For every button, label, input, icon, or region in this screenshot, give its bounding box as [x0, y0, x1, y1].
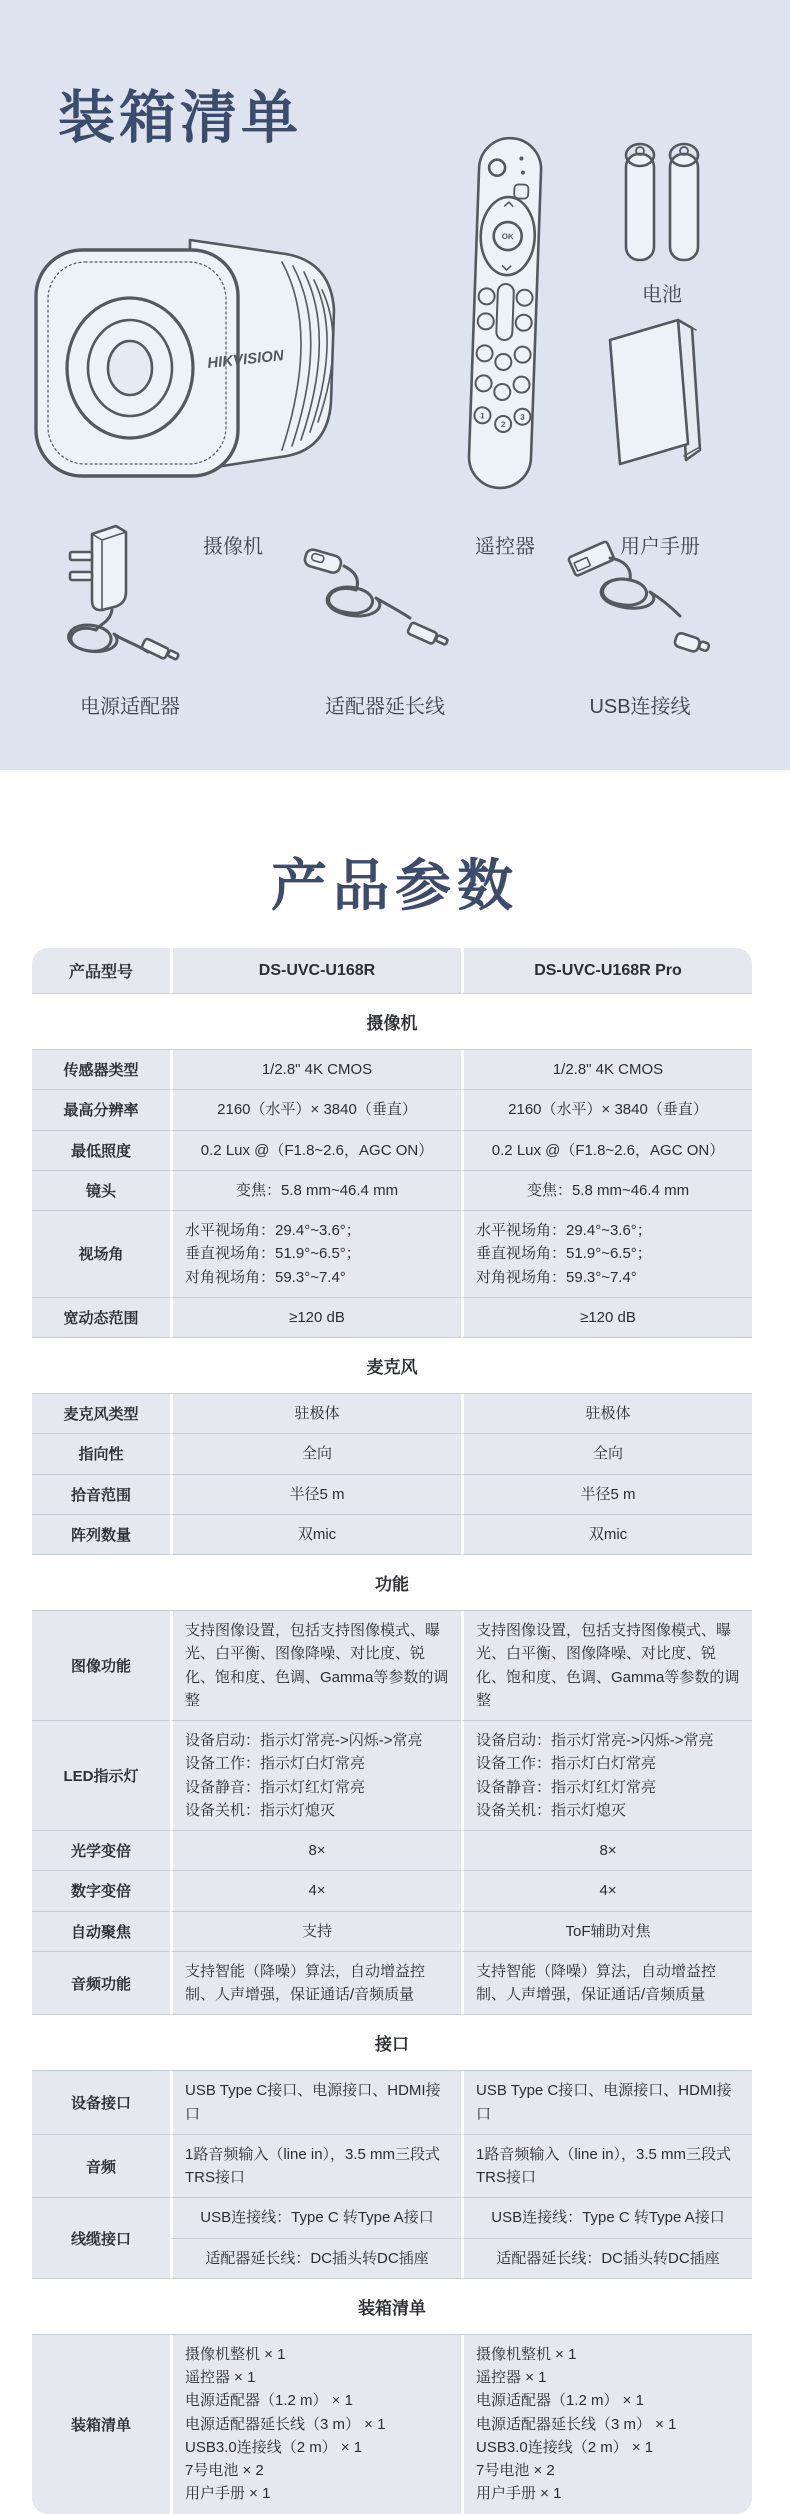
param-value: 支持智能（降噪）算法，自动增益控制、人声增强，保证通话/音频质量 — [170, 1952, 461, 2016]
adapter-illustration — [58, 520, 198, 670]
param-row — [32, 1131, 752, 1171]
remote-illustration — [446, 130, 563, 497]
param-value: 0.2 Lux @（F1.8~2.6，AGC ON） — [461, 1131, 752, 1171]
param-value: ≥120 dB — [461, 1298, 752, 1338]
section-title: 装箱清单 — [32, 2279, 752, 2335]
param-value: USB连接线：Type C 转Type A接口 — [170, 2198, 461, 2238]
param-row — [32, 2335, 752, 2514]
header-model-u168r: DS-UVC-U168R — [170, 948, 461, 994]
param-row — [32, 1211, 752, 1298]
param-label: 指向性 — [32, 1434, 170, 1474]
param-value: 1/2.8" 4K CMOS — [170, 1050, 461, 1090]
param-value: 驻极体 — [461, 1394, 752, 1434]
packing-list-title: 装箱清单 — [58, 86, 302, 150]
param-row — [32, 1912, 752, 1952]
param-value: 4× — [461, 1871, 752, 1911]
param-value: 设备启动：指示灯常亮->闪烁->常亮 设备工作：指示灯白灯常亮 设备静音：指示灯红灯常亮 设备关机：指示灯熄灭 — [170, 1721, 461, 1831]
param-row — [32, 1475, 752, 1515]
param-row — [32, 1050, 752, 1090]
param-value: 适配器延长线：DC插头转DC插座 — [461, 2239, 752, 2279]
battery-label: 电池 — [642, 284, 682, 306]
param-row — [32, 1090, 752, 1130]
param-value: 摄像机整机 × 1 遥控器 × 1 电源适配器（1.2 m） × 1 电源适配器延长线（3 m） × 1 USB3.0连接线（2 m） × 1 7号电池 × 2 用户手册 × 1 — [170, 2335, 461, 2514]
section-title: 摄像机 — [32, 994, 752, 1050]
remote-digit-1: 1 — [480, 411, 485, 421]
param-value: 适配器延长线：DC插头转DC插座 — [170, 2239, 461, 2279]
param-label: 图像功能 — [32, 1611, 170, 1721]
param-value: 半径5 m — [461, 1475, 752, 1515]
param-value: 1/2.8" 4K CMOS — [461, 1050, 752, 1090]
usb-cable-label: USB连接线 — [589, 696, 691, 718]
extension-cable-label: 适配器延长线 — [325, 696, 445, 718]
param-value: 双mic — [170, 1515, 461, 1555]
power-adapter-icon — [58, 520, 198, 670]
param-value: 设备启动：指示灯常亮->闪烁->常亮 设备工作：指示灯白灯常亮 设备静音：指示灯红灯常亮 设备关机：指示灯熄灭 — [461, 1721, 752, 1831]
remote-icon — [446, 130, 563, 497]
param-label: 最低照度 — [32, 1131, 170, 1171]
usb-cable-illustration — [562, 532, 727, 667]
remote-digit-3: 3 — [520, 412, 525, 422]
param-value: USB Type C接口、电源接口、HDMI接口 — [461, 2071, 752, 2135]
param-value: USB连接线：Type C 转Type A接口 — [461, 2198, 752, 2238]
param-label: 麦克风类型 — [32, 1394, 170, 1434]
param-label: LED指示灯 — [32, 1721, 170, 1831]
manual-illustration — [600, 310, 715, 485]
param-value: 1路音频输入（line in），3.5 mm三段式TRS接口 — [461, 2135, 752, 2199]
param-label: 音频功能 — [32, 1952, 170, 2016]
camera-icon — [30, 212, 365, 494]
camera-label: 摄像机 — [203, 536, 263, 558]
param-label: 镜头 — [32, 1171, 170, 1211]
param-row — [32, 2198, 752, 2238]
camera-brand-text: HIKVISION — [206, 347, 285, 372]
manual-label: 用户手册 — [620, 536, 700, 558]
param-value: 支持 — [170, 1912, 461, 1952]
param-value: 2160（水平）× 3840（垂直） — [170, 1090, 461, 1130]
param-label: 装箱清单 — [32, 2335, 170, 2514]
param-value: ToF辅助对焦 — [461, 1912, 752, 1952]
params-table — [32, 948, 752, 2514]
param-label: 视场角 — [32, 1211, 170, 1298]
param-value: 支持图像设置，包括支持图像模式、曝光、白平衡、图像降噪、对比度、锐化、饱和度、色调、Gamma等参数的调整 — [170, 1611, 461, 1721]
param-label: 自动聚焦 — [32, 1912, 170, 1952]
camera-illustration — [30, 212, 365, 494]
param-value: 全向 — [170, 1434, 461, 1474]
packing-list-section — [0, 0, 790, 770]
param-label: 宽动态范围 — [32, 1298, 170, 1338]
extension-cable-icon — [300, 538, 465, 663]
param-row — [32, 1515, 752, 1555]
param-row — [32, 1831, 752, 1871]
param-label: 传感器类型 — [32, 1050, 170, 1090]
param-label: 线缆接口 — [32, 2198, 170, 2279]
param-label: 拾音范围 — [32, 1475, 170, 1515]
param-row — [32, 2071, 752, 2135]
section-row — [32, 994, 752, 1050]
param-label: 数字变倍 — [32, 1871, 170, 1911]
param-value: 水平视场角：29.4°~3.6°； 垂直视场角：51.9°~6.5°； 对角视场角：59.3°~7.4° — [170, 1211, 461, 1298]
param-row — [32, 2135, 752, 2199]
param-value: 4× — [170, 1871, 461, 1911]
param-row — [32, 1394, 752, 1434]
param-row — [32, 1871, 752, 1911]
param-value: 0.2 Lux @（F1.8~2.6，AGC ON） — [170, 1131, 461, 1171]
section-row — [32, 2279, 752, 2335]
section-title: 麦克风 — [32, 1338, 752, 1394]
param-value: 摄像机整机 × 1 遥控器 × 1 电源适配器（1.2 m） × 1 电源适配器延长线（3 m） × 1 USB3.0连接线（2 m） × 1 7号电池 × 2 用户手册 × 1 — [461, 2335, 752, 2514]
param-value: 半径5 m — [170, 1475, 461, 1515]
param-row — [32, 1434, 752, 1474]
param-value: 变焦：5.8 mm~46.4 mm — [170, 1171, 461, 1211]
header-model-label: 产品型号 — [32, 948, 170, 994]
param-value: 变焦：5.8 mm~46.4 mm — [461, 1171, 752, 1211]
param-value: 全向 — [461, 1434, 752, 1474]
params-table-body — [32, 994, 752, 2514]
param-label: 最高分辨率 — [32, 1090, 170, 1130]
remote-ok-text: OK — [501, 231, 514, 242]
param-value: 双mic — [461, 1515, 752, 1555]
param-value: ≥120 dB — [170, 1298, 461, 1338]
param-value: 2160（水平）× 3840（垂直） — [461, 1090, 752, 1130]
section-title: 接口 — [32, 2015, 752, 2071]
extension-cable-illustration — [300, 538, 465, 663]
section-row — [32, 1555, 752, 1611]
remote-label: 遥控器 — [475, 536, 535, 558]
param-row — [32, 1952, 752, 2016]
adapter-label: 电源适配器 — [80, 696, 180, 718]
param-label: 阵列数量 — [32, 1515, 170, 1555]
param-value: 8× — [170, 1831, 461, 1871]
section-row — [32, 2015, 752, 2071]
battery-illustration — [618, 138, 708, 268]
param-row — [32, 1721, 752, 1831]
param-value: 1路音频输入（line in），3.5 mm三段式TRS接口 — [170, 2135, 461, 2199]
section-row — [32, 1338, 752, 1394]
param-label: 光学变倍 — [32, 1831, 170, 1871]
param-value: USB Type C接口、电源接口、HDMI接口 — [170, 2071, 461, 2135]
manual-icon — [600, 310, 715, 485]
param-value: 水平视场角：29.4°~3.6°； 垂直视场角：51.9°~6.5°； 对角视场角：59.3°~7.4° — [461, 1211, 752, 1298]
table-header-row — [32, 948, 752, 994]
param-value: 支持图像设置，包括支持图像模式、曝光、白平衡、图像降噪、对比度、锐化、饱和度、色调、Gamma等参数的调整 — [461, 1611, 752, 1721]
params-title: 产品参数 — [271, 854, 519, 917]
param-label: 音频 — [32, 2135, 170, 2199]
param-label: 设备接口 — [32, 2071, 170, 2135]
usb-cable-icon — [562, 532, 727, 667]
param-row — [32, 1298, 752, 1338]
param-value: 支持智能（降噪）算法，自动增益控制、人声增强，保证通话/音频质量 — [461, 1952, 752, 2016]
section-title: 功能 — [32, 1555, 752, 1611]
remote-digit-2: 2 — [500, 419, 506, 430]
header-model-u168r-pro: DS-UVC-U168R Pro — [461, 948, 752, 994]
param-row — [32, 1611, 752, 1721]
param-value: 8× — [461, 1831, 752, 1871]
param-row — [32, 1171, 752, 1211]
param-value: 驻极体 — [170, 1394, 461, 1434]
battery-icon — [618, 138, 708, 268]
